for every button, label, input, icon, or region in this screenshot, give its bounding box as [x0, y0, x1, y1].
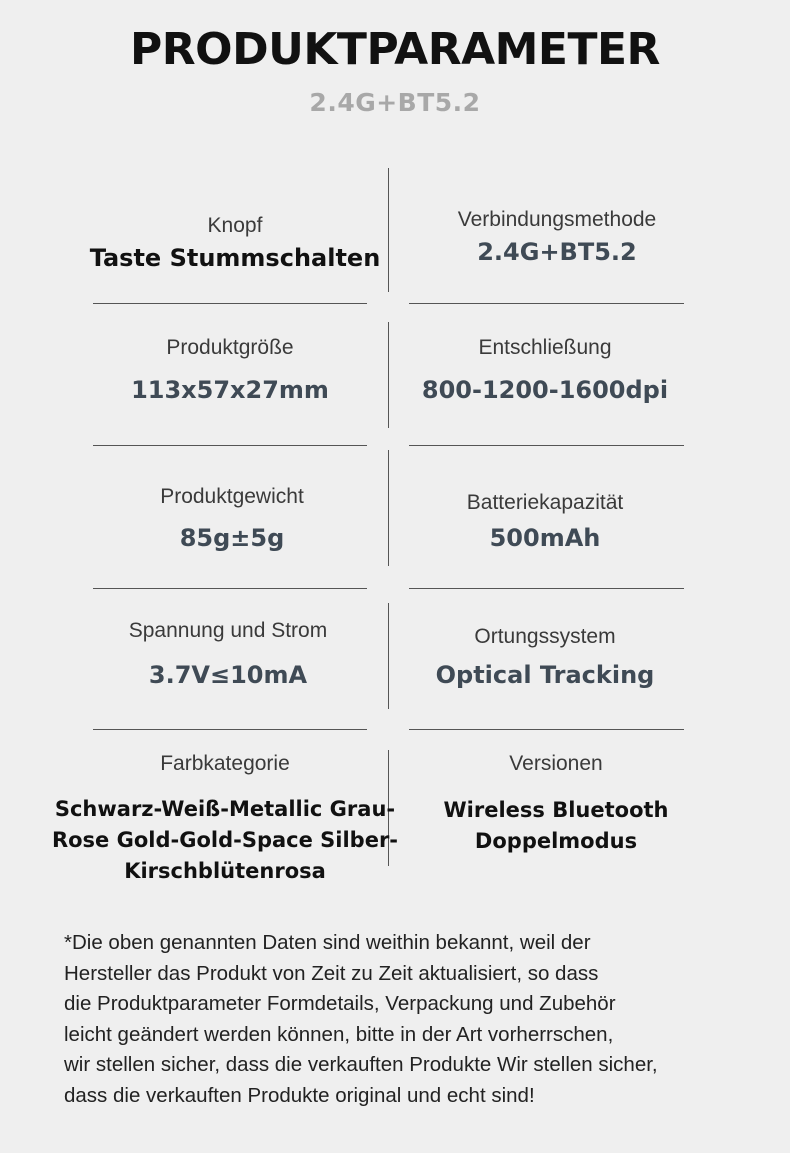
row-divider [93, 588, 367, 589]
note-line: dass die verkauften Produkte original und echt sind! [64, 1083, 535, 1107]
spec-value: 85g±5g [179, 524, 285, 552]
spec-value [396, 795, 716, 857]
spec-value: 3.7V≤10mA [148, 661, 308, 689]
spec-label: Ortungssystem [474, 625, 616, 648]
spec-label: Versionen [509, 752, 603, 775]
note-line: Hersteller das Produkt von Zeit zu Zeit aktualisiert, so dass [64, 961, 599, 985]
spec-value: Taste Stummschalten [89, 244, 381, 272]
spec-label: Verbindungsmethode [457, 208, 657, 231]
row-divider [409, 303, 684, 304]
spec-label: Produktgröße [166, 336, 294, 359]
spec-value-line: Schwarz-Weiß-Metallic Grau- [54, 797, 396, 821]
spec-label: Farbkategorie [160, 752, 290, 775]
spec-value-line: Rose Gold-Gold-Space Silber- [51, 828, 399, 852]
row-divider [409, 729, 684, 730]
spec-value: 113x57x27mm [131, 376, 329, 404]
page-subtitle: 2.4G+BT5.2 [309, 88, 481, 117]
disclaimer-note [64, 928, 764, 1111]
spec-value-line: Kirschblütenrosa [124, 859, 326, 883]
spec-label: Knopf [207, 214, 263, 237]
spec-value: 500mAh [489, 524, 601, 552]
row-divider [93, 729, 367, 730]
spec-value: 2.4G+BT5.2 [477, 238, 637, 266]
spec-label: Batteriekapazität [466, 491, 624, 514]
row-divider [409, 445, 684, 446]
note-line: leicht geändert werden können, bitte in der Art vorherrschen, [64, 1022, 614, 1046]
spec-value: Optical Tracking [435, 661, 655, 689]
row-divider [409, 588, 684, 589]
spec-value-line: Doppelmodus [474, 829, 638, 853]
note-line: wir stellen sicher, dass die verkauften Produkte Wir stellen sicher, [64, 1053, 658, 1076]
spec-value: 800-1200-1600dpi [421, 376, 669, 404]
spec-value-line: Wireless Bluetooth [443, 798, 669, 822]
spec-value [30, 794, 420, 887]
row-divider [93, 445, 367, 446]
spec-label: Entschließung [478, 336, 612, 359]
page-title: PRODUKTPARAMETER [130, 24, 660, 75]
column-divider [388, 603, 389, 709]
spec-label: Produktgewicht [160, 485, 304, 508]
row-divider [93, 303, 367, 304]
note-line: die Produktparameter Formdetails, Verpackung und Zubehör [64, 992, 616, 1015]
note-line: *Die oben genannten Daten sind weithin bekannt, weil der [64, 931, 591, 954]
spec-label: Spannung und Strom [128, 619, 328, 642]
